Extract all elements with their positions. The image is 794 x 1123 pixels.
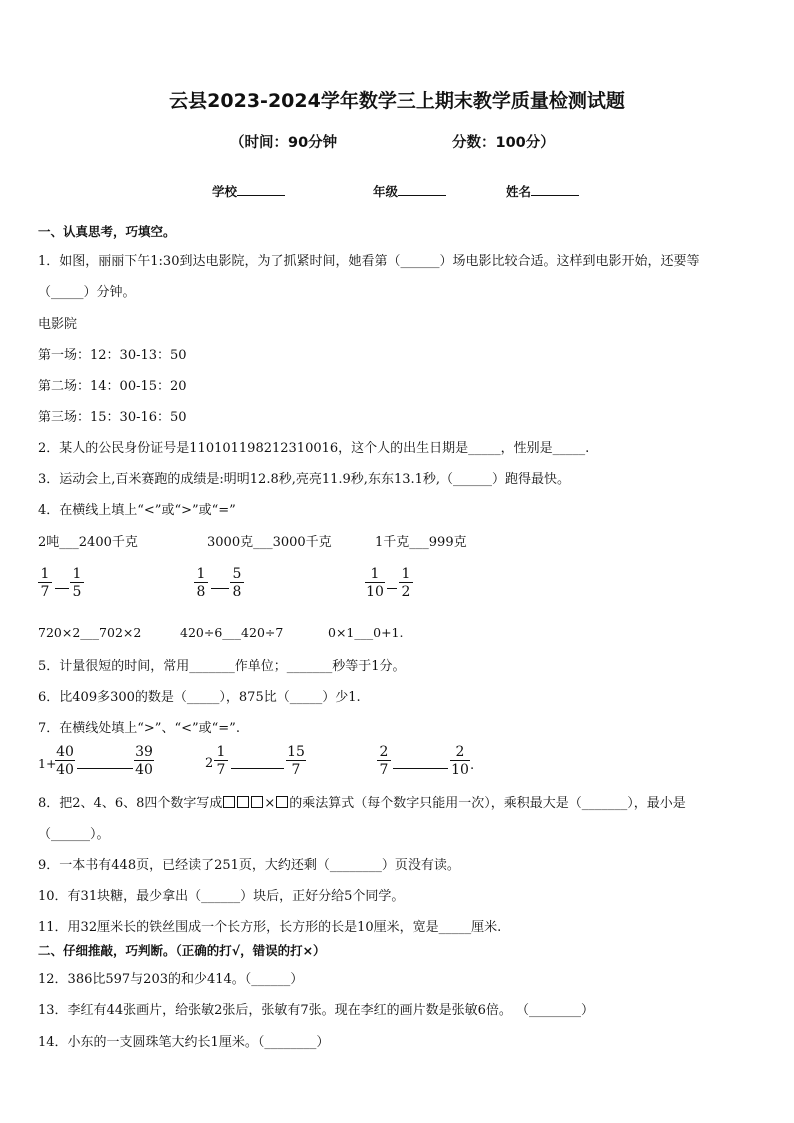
q6: 6．比409多300的数是（_____），875比（_____）少1. xyxy=(38,690,361,705)
q1-show2: 第二场：14：00-15：20 xyxy=(38,379,187,394)
q4-frac-3a: $\frac{1}{10}$ xyxy=(366,566,384,600)
q2: 2．某人的公民身份证号是110101198212310016，这个人的出生日期是_____，性别是_____. xyxy=(38,441,590,456)
q4-frac-1-blank xyxy=(55,588,69,589)
q4-frac-2-blank xyxy=(211,588,229,589)
grade-blank xyxy=(398,194,446,196)
q4-item-1: 2吨___2400千克 xyxy=(38,535,138,550)
q7-frac-3b: $\frac{2}{10}$ xyxy=(451,744,469,778)
q7-frac-1a: $\frac{40}{40}$ xyxy=(56,744,74,778)
q4-frac-2b: $\frac{5}{8}$ xyxy=(230,567,244,600)
q7-blank-2 xyxy=(231,768,284,769)
name-blank xyxy=(531,194,579,196)
q12: 12．386比597与203的和少414。（______） xyxy=(38,972,304,987)
square-box-icon xyxy=(276,796,288,808)
grade-label: 年级 xyxy=(373,184,399,199)
school-field xyxy=(212,182,285,200)
q10: 10．有31块糖，最少拿出（______）块后，正好分给5个同学。 xyxy=(38,889,405,904)
q4-row3-item-1: 720×2___702×2 xyxy=(38,625,142,640)
page-title: 云县2023-2024学年数学三上期末教学质量检测试题 xyxy=(169,90,625,112)
q4-frac-3b: $\frac{1}{2}$ xyxy=(399,567,413,600)
q8-line1: 8．把2、4、6、8四个数字写成 × 的乘法算式（每个数字只能用一次），乘积最大是（_______），最小是 xyxy=(38,796,686,811)
q7-frac-2a: $\frac{1}{7}$ xyxy=(214,745,228,778)
section-1-heading: 一、认真思考，巧填空。 xyxy=(38,224,176,239)
q7-frac-1b: $\frac{39}{40}$ xyxy=(135,744,153,778)
square-box-icon xyxy=(223,796,235,808)
q4-item-2: 3000克___3000千克 xyxy=(207,535,332,550)
q4-frac-1b: $\frac{1}{5}$ xyxy=(70,567,84,600)
school-blank xyxy=(237,194,285,196)
q4-frac-3-blank xyxy=(387,588,397,589)
q7-p1-prefix: 1+ xyxy=(38,756,57,771)
name-field xyxy=(506,182,579,200)
q3: 3．运动会上,百米赛跑的成绩是:明明12.8秒,亮亮11.9秒,东东13.1秒,（______）跑得最快。 xyxy=(38,472,571,487)
q5: 5．计量很短的时间，常用_______作单位；_______秒等于1分。 xyxy=(38,659,406,674)
q7-frac-2b: $\frac{15}{7}$ xyxy=(287,744,305,778)
name-label: 姓名 xyxy=(506,184,532,199)
q7-frac-3a: $\frac{2}{7}$ xyxy=(377,745,391,778)
q4-row3-item-3: 0×1___0+1. xyxy=(328,625,404,640)
q7-text: 7．在横线处填上“>”、“<”或“=”. xyxy=(38,721,240,736)
q11: 11．用32厘米长的铁丝围成一个长方形，长方形的长是10厘米，宽是_____厘米. xyxy=(38,920,502,935)
square-box-icon xyxy=(237,796,249,808)
q4-frac-1a: $\frac{1}{7}$ xyxy=(38,567,52,600)
q14: 14．小东的一支圆珠笔大约长1厘米。（________） xyxy=(38,1035,330,1050)
school-label: 学校 xyxy=(212,184,238,199)
q1-line2: （_____）分钟。 xyxy=(38,285,136,300)
square-box-icon xyxy=(251,796,263,808)
q4-text: 4．在横线上填上“<”或“>”或“=” xyxy=(38,503,236,518)
q13: 13．李红有44张画片，给张敏2张后，张敏有7张。现在李红的画片数是张敏6倍。 （________） xyxy=(38,1003,595,1018)
section-2-heading: 二、仔细推敲，巧判断。（正确的打√，错误的打×） xyxy=(38,943,326,958)
q1-show3: 第三场：15：30-16：50 xyxy=(38,410,187,425)
q1-show1: 第一场：12：30-13：50 xyxy=(38,348,187,363)
grade-field xyxy=(373,182,446,200)
q7-blank-1 xyxy=(77,768,133,769)
q7-end: . xyxy=(470,758,475,773)
q4-frac-2a: $\frac{1}{8}$ xyxy=(194,567,208,600)
q8-line2: （______）。 xyxy=(38,827,110,842)
q1-cinema: 电影院 xyxy=(38,317,78,332)
exam-time: （时间：90分钟 xyxy=(230,135,338,151)
q9: 9．一本书有448页，已经读了251页，大约还剩（________）页没有读。 xyxy=(38,858,460,873)
q1-line1: 1．如图，丽丽下午1:30到达电影院，为了抓紧时间，她看第（______）场电影比较合适。这样到电影开始，还要等 xyxy=(38,254,700,269)
exam-score: 分数：100分） xyxy=(452,135,555,151)
q4-row3-item-2: 420÷6___420÷7 xyxy=(180,625,284,640)
q4-item-3: 1千克___999克 xyxy=(375,535,467,550)
q7-p2-whole: 2 xyxy=(205,756,214,771)
q7-blank-3 xyxy=(393,768,448,769)
